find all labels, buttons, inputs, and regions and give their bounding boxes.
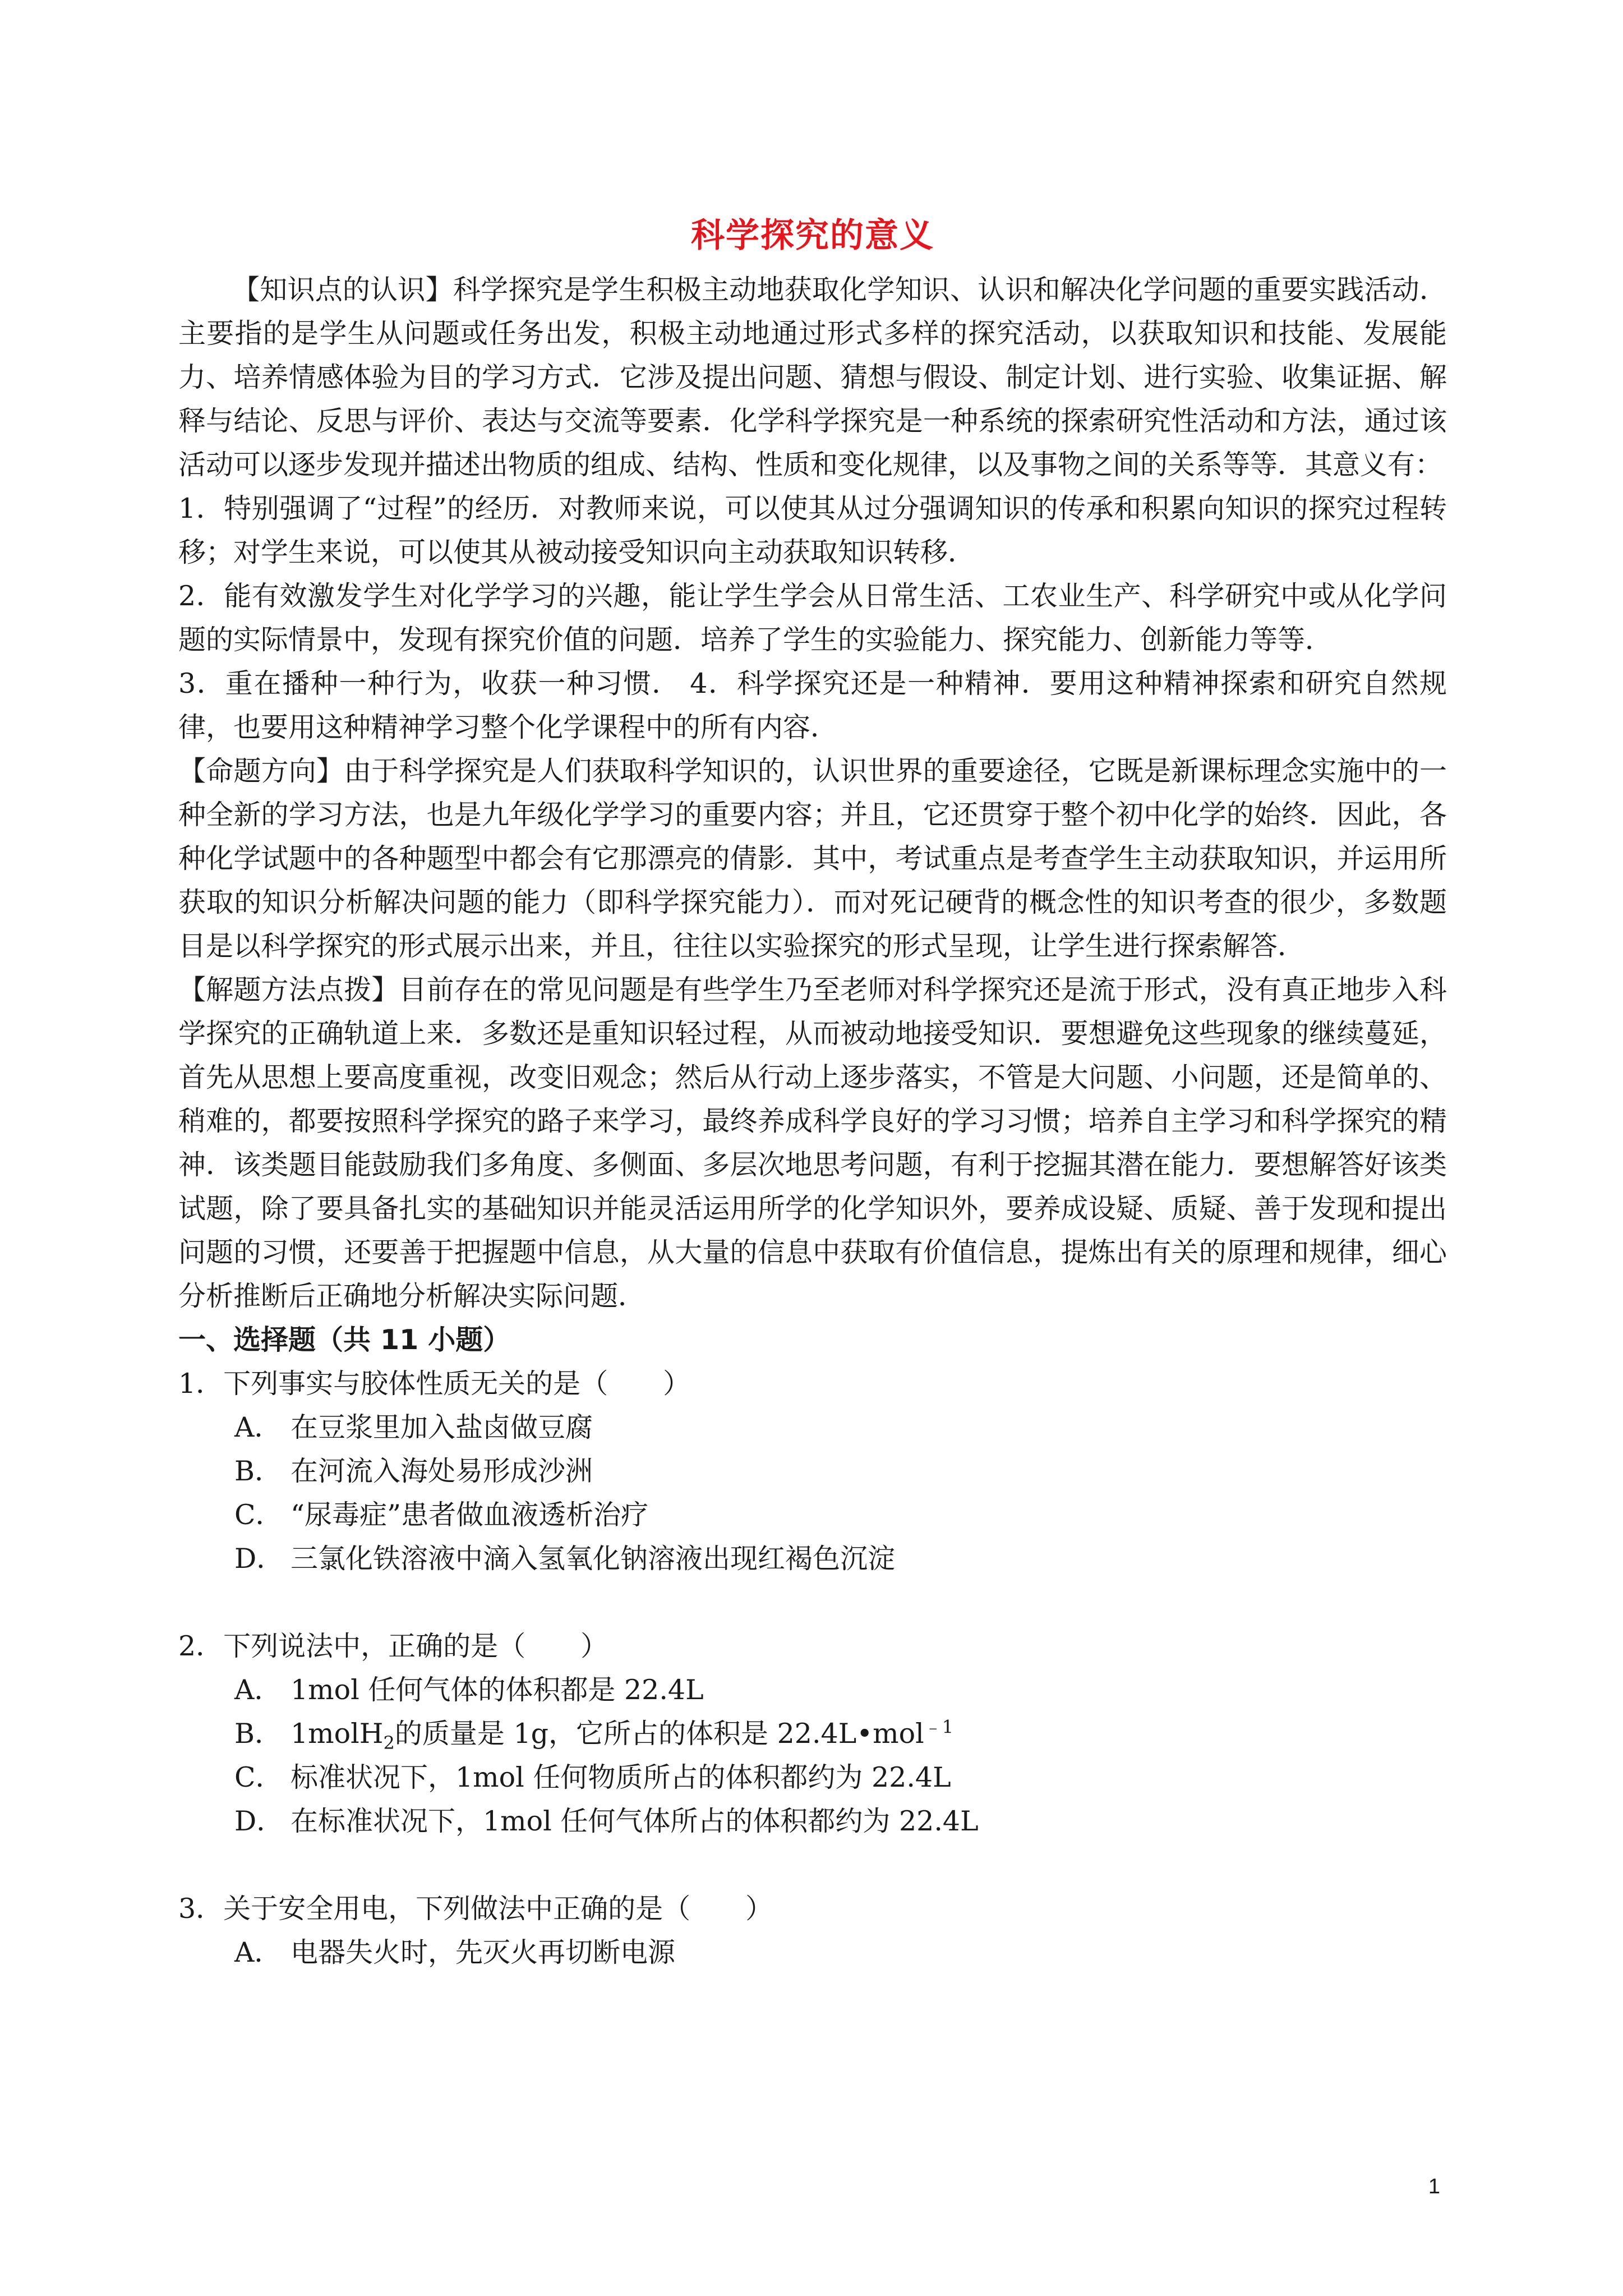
subscript: 2 <box>383 1732 395 1754</box>
option-text: 1mol 任何气体的体积都是 22.4L <box>291 1674 704 1706</box>
option-text: 电器失火时，先灭火再切断电源 <box>291 1936 676 1968</box>
option-letter: A． <box>234 1411 282 1443</box>
option-letter: B． <box>234 1455 283 1487</box>
option-letter: C． <box>234 1499 283 1531</box>
option-d <box>178 1537 1447 1581</box>
point-3-paragraph: 3．重在播种一种行为，收获一种习惯． 4．科学探究还是一种精神．要用这种精神探索和研究自然规律，也要用这种精神学习整个化学课程中的所有内容． <box>178 668 1447 743</box>
question-1 <box>178 1362 1447 1581</box>
option-b <box>178 1450 1447 1493</box>
option-letter: C． <box>234 1761 283 1793</box>
option-text: 三氯化铁溶液中滴入氢氧化钠溶液出现红褐色沉淀 <box>291 1543 896 1575</box>
option-a <box>178 1931 1447 1975</box>
page-number: 1 <box>1428 2175 1440 2198</box>
option-text <box>291 1712 953 1756</box>
section-heading: 一、选择题（共 11 小题） <box>178 1324 511 1356</box>
option-d <box>178 1800 1447 1843</box>
point-2-paragraph: 2．能有效激发学生对化学学习的兴趣，能让学生学会从日常生活、工农业生产、科学研究中或从化学问题的实际情景中，发现有探究价值的问题．培养了学生的实验能力、探究能力、创新能力等等． <box>178 580 1447 656</box>
option-text-rest: 的质量是 1g，它所占的体积是 22.4L•mol <box>394 1718 924 1750</box>
option-letter: A． <box>234 1936 282 1968</box>
question-spacer <box>178 1843 1447 1887</box>
option-text: 在豆浆里加入盐卤做豆腐 <box>291 1411 593 1443</box>
option-b <box>178 1712 1447 1756</box>
option-text: 标准状况下，1mol 任何物质所占的体积都约为 22.4L <box>291 1761 951 1793</box>
option-text: “尿毒症”患者做血液透析治疗 <box>291 1499 649 1531</box>
option-letter: D． <box>234 1543 284 1575</box>
question-2 <box>178 1625 1447 1843</box>
option-letter: D． <box>234 1805 284 1837</box>
question-spacer <box>178 1581 1447 1625</box>
option-a <box>178 1668 1447 1712</box>
question-stem: 1．下列事实与胶体性质无关的是（ ） <box>178 1368 691 1400</box>
option-letter: B． <box>234 1718 283 1750</box>
superscript: ﹣1 <box>924 1716 954 1738</box>
option-c <box>178 1493 1447 1537</box>
knowledge-paragraph: 【知识点的认识】科学探究是学生积极主动地获取化学知识、认识和解决化学问题的重要实践活动．主要指的是学生从问题或任务出发，积极主动地通过形式多样的探究活动，以获取知识和技能、发展能力、培养情感体验为目的学习方式．它涉及提出问题、猜想与假设、制定计划、进行实验、收集证据、解释与结论、反思与评价、表达与交流等要素．化学科学探究是一种系统的探索研究性活动和方法，通过该活动可以逐步发现并描述出物质的组成、结构、性质和变化规律，以及事物之间的关系等等．其意义有： <box>178 274 1447 481</box>
point-1-paragraph: 1．特别强调了“过程”的经历．对教师来说，可以使其从过分强调知识的传承和积累向知识的探究过程转移；对学生来说，可以使其从被动接受知识向主动获取知识转移． <box>178 493 1447 568</box>
option-text: 在河流入海处易形成沙洲 <box>291 1455 593 1487</box>
document-title: 科学探究的意义 <box>691 216 934 255</box>
option-a <box>178 1406 1447 1450</box>
question-3 <box>178 1887 1447 1975</box>
direction-paragraph: 【命题方向】由于科学探究是人们获取科学知识的，认识世界的重要途径，它既是新课标理念实施中的一种全新的学习方法，也是九年级化学学习的重要内容；并且，它还贯穿于整个初中化学的始终．因此，各种化学试题中的各种题型中都会有它那漂亮的倩影．其中，考试重点是考查学生主动获取知识，并运用所获取的知识分析解决问题的能力（即科学探究能力）．而对死记硬背的概念性的知识考查的很少，多数题目是以科学探究的形式展示出来，并且，往往以实验探究的形式呈现，让学生进行探索解答． <box>178 755 1447 962</box>
formula-text: 1molH <box>291 1718 384 1750</box>
method-paragraph: 【解题方法点拨】目前存在的常见问题是有些学生乃至老师对科学探究还是流于形式，没有真正地步入科学探究的正确轨道上来．多数还是重知识轻过程，从而被动地接受知识．要想避免这些现象的继续蔓延，首先从思想上要高度重视，改变旧观念；然后从行动上逐步落实，不管是大问题、小问题，还是简单的、稍难的，都要按照科学探究的路子来学习，最终养成科学良好的学习习惯；培养自主学习和科学探究的精神．该类题目能鼓励我们多角度、多侧面、多层次地思考问题，有利于挖掘其潜在能力．要想解答好该类试题，除了要具备扎实的基础知识并能灵活运用所学的化学知识外，要养成设疑、质疑、善于发现和提出问题的习惯，还要善于把握题中信息，从大量的信息中获取有价值信息，提炼出有关的原理和规律，细心分析推断后正确地分析解决实际问题． <box>178 974 1447 1312</box>
question-stem: 2．下列说法中，正确的是（ ） <box>178 1630 608 1662</box>
document-content <box>178 208 1447 1975</box>
option-letter: A． <box>234 1674 282 1706</box>
option-text: 在标准状况下，1mol 任何气体所占的体积都约为 22.4L <box>291 1805 979 1837</box>
question-stem: 3．关于安全用电，下列做法中正确的是（ ） <box>178 1893 773 1925</box>
option-c <box>178 1756 1447 1800</box>
